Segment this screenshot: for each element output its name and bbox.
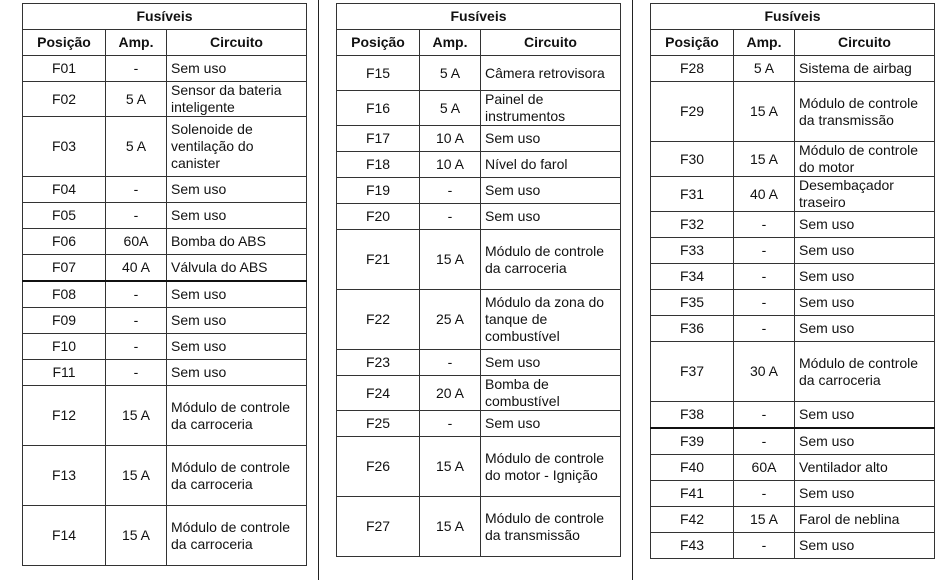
fuse-position-cell: F06 <box>23 229 106 255</box>
circuit-cell: Bomba de combustível <box>481 376 621 411</box>
circuit-cell: Sem uso <box>481 411 621 437</box>
fuse-position-cell: F09 <box>23 308 106 334</box>
table-row <box>23 203 307 229</box>
fuse-position-cell: F03 <box>23 117 106 177</box>
table-row <box>337 411 621 437</box>
circuit-cell: Painel de instrumentos <box>481 91 621 126</box>
circuit-cell: Sem uso <box>481 126 621 152</box>
amperage-cell: - <box>734 533 795 559</box>
amperage-cell: 15 A <box>106 386 167 446</box>
table-row <box>23 56 307 82</box>
table-row <box>23 360 307 386</box>
fuse-position-cell: F28 <box>651 56 734 82</box>
circuit-cell: Sem uso <box>795 264 935 290</box>
amperage-cell: 15 A <box>734 142 795 177</box>
circuit-cell: Sem uso <box>795 481 935 507</box>
table-row <box>651 142 935 177</box>
fuse-position-cell: F22 <box>337 290 420 350</box>
fuse-position-cell: F31 <box>651 177 734 212</box>
circuit-cell: Módulo de controle da carroceria <box>167 506 307 566</box>
amperage-cell: 30 A <box>734 342 795 402</box>
table-row <box>337 126 621 152</box>
table-row <box>651 342 935 402</box>
circuit-cell: Sem uso <box>167 281 307 308</box>
circuit-cell: Módulo de controle do motor <box>795 142 935 177</box>
fuse-position-cell: F29 <box>651 82 734 142</box>
circuit-cell: Sem uso <box>795 402 935 429</box>
fuse-position-cell: F18 <box>337 152 420 178</box>
amperage-cell: - <box>106 308 167 334</box>
amperage-cell: - <box>734 481 795 507</box>
fuse-position-cell: F01 <box>23 56 106 82</box>
table-row <box>651 481 935 507</box>
table-title: Fusíveis <box>23 4 307 30</box>
header-amperage: Amp. <box>106 30 167 56</box>
amperage-cell: 5 A <box>734 56 795 82</box>
fuse-position-cell: F15 <box>337 56 420 91</box>
circuit-cell: Sem uso <box>167 308 307 334</box>
fuse-position-cell: F24 <box>337 376 420 411</box>
amperage-cell: 5 A <box>106 117 167 177</box>
fuse-position-cell: F30 <box>651 142 734 177</box>
table-row <box>651 455 935 481</box>
amperage-cell: 15 A <box>734 507 795 533</box>
circuit-cell: Módulo de controle do motor - Ignição <box>481 437 621 497</box>
table-row <box>651 238 935 264</box>
fuse-position-cell: F27 <box>337 497 420 557</box>
circuit-cell: Farol de neblina <box>795 507 935 533</box>
fuse-position-cell: F16 <box>337 91 420 126</box>
fuse-position-cell: F02 <box>23 82 106 117</box>
fuse-position-cell: F12 <box>23 386 106 446</box>
fuse-position-cell: F32 <box>651 212 734 238</box>
table-row <box>23 82 307 117</box>
table-row <box>337 56 621 91</box>
table-row <box>651 177 935 212</box>
fuse-position-cell: F35 <box>651 290 734 316</box>
fuse-position-cell: F26 <box>337 437 420 497</box>
amperage-cell: 40 A <box>106 255 167 282</box>
amperage-cell: - <box>106 56 167 82</box>
fuse-position-cell: F14 <box>23 506 106 566</box>
fuse-position-cell: F11 <box>23 360 106 386</box>
amperage-cell: - <box>734 212 795 238</box>
amperage-cell: 15 A <box>106 506 167 566</box>
fuse-position-cell: F04 <box>23 177 106 203</box>
table-row <box>337 437 621 497</box>
amperage-cell: 15 A <box>420 230 481 290</box>
amperage-cell: - <box>420 204 481 230</box>
fuse-position-cell: F25 <box>337 411 420 437</box>
table-row <box>23 229 307 255</box>
amperage-cell: - <box>420 350 481 376</box>
fuse-position-cell: F20 <box>337 204 420 230</box>
amperage-cell: - <box>106 177 167 203</box>
header-circuit: Circuito <box>167 30 307 56</box>
column-separator-1 <box>318 0 319 580</box>
circuit-cell: Sem uso <box>795 212 935 238</box>
circuit-cell: Nível do farol <box>481 152 621 178</box>
amperage-cell: 5 A <box>420 91 481 126</box>
table-title: Fusíveis <box>337 4 621 30</box>
table-row <box>651 212 935 238</box>
circuit-cell: Desembaçador traseiro <box>795 177 935 212</box>
header-position: Posição <box>651 30 734 56</box>
amperage-cell: - <box>734 316 795 342</box>
table-row <box>337 204 621 230</box>
circuit-cell: Sem uso <box>795 316 935 342</box>
table-row <box>651 264 935 290</box>
table-row <box>337 178 621 204</box>
amperage-cell: 5 A <box>420 56 481 91</box>
circuit-cell: Sistema de airbag <box>795 56 935 82</box>
amperage-cell: 20 A <box>420 376 481 411</box>
table-row <box>23 446 307 506</box>
amperage-cell: 60A <box>734 455 795 481</box>
amperage-cell: - <box>106 281 167 308</box>
circuit-cell: Câmera retrovisora <box>481 56 621 91</box>
circuit-cell: Módulo de controle da transmissão <box>795 82 935 142</box>
fuse-table-2 <box>336 3 621 557</box>
header-circuit: Circuito <box>795 30 935 56</box>
amperage-cell: 60A <box>106 229 167 255</box>
fuse-position-cell: F39 <box>651 428 734 455</box>
table-row <box>651 428 935 455</box>
fuse-position-cell: F05 <box>23 203 106 229</box>
circuit-cell: Sem uso <box>167 203 307 229</box>
table-title: Fusíveis <box>651 4 935 30</box>
fuse-position-cell: F13 <box>23 446 106 506</box>
header-position: Posição <box>337 30 420 56</box>
fuse-position-cell: F36 <box>651 316 734 342</box>
fuse-table-1 <box>22 3 307 566</box>
amperage-cell: 10 A <box>420 126 481 152</box>
table-row <box>651 402 935 429</box>
circuit-cell: Módulo de controle da carroceria <box>481 230 621 290</box>
amperage-cell: 10 A <box>420 152 481 178</box>
amperage-cell: - <box>734 238 795 264</box>
table-row <box>651 316 935 342</box>
table-row <box>337 350 621 376</box>
table-row <box>23 117 307 177</box>
table-row <box>337 91 621 126</box>
table-row <box>337 497 621 557</box>
circuit-cell: Bomba do ABS <box>167 229 307 255</box>
circuit-cell: Sem uso <box>795 290 935 316</box>
table-row <box>23 386 307 446</box>
header-circuit: Circuito <box>481 30 621 56</box>
amperage-cell: 15 A <box>106 446 167 506</box>
amperage-cell: - <box>734 428 795 455</box>
amperage-cell: - <box>106 334 167 360</box>
circuit-cell: Módulo de controle da carroceria <box>167 446 307 506</box>
table-row <box>337 290 621 350</box>
circuit-cell: Sem uso <box>481 350 621 376</box>
amperage-cell: - <box>106 203 167 229</box>
fuse-position-cell: F19 <box>337 178 420 204</box>
fuse-position-cell: F21 <box>337 230 420 290</box>
fuse-position-cell: F33 <box>651 238 734 264</box>
table-row <box>651 507 935 533</box>
circuit-cell: Sem uso <box>167 360 307 386</box>
circuit-cell: Sem uso <box>167 334 307 360</box>
table-row <box>651 82 935 142</box>
circuit-cell: Sem uso <box>167 56 307 82</box>
fuse-table-3 <box>650 3 935 559</box>
amperage-cell: - <box>734 290 795 316</box>
table-row <box>337 230 621 290</box>
circuit-cell: Sem uso <box>795 428 935 455</box>
fuse-position-cell: F17 <box>337 126 420 152</box>
amperage-cell: - <box>106 360 167 386</box>
table-row <box>23 506 307 566</box>
amperage-cell: - <box>734 402 795 429</box>
table-row <box>23 281 307 308</box>
fuse-position-cell: F08 <box>23 281 106 308</box>
table-row <box>651 56 935 82</box>
amperage-cell: - <box>420 411 481 437</box>
circuit-cell: Módulo de controle da transmissão <box>481 497 621 557</box>
circuit-cell: Sem uso <box>795 238 935 264</box>
table-row <box>651 290 935 316</box>
fuse-position-cell: F42 <box>651 507 734 533</box>
fuse-position-cell: F10 <box>23 334 106 360</box>
table-row <box>23 334 307 360</box>
amperage-cell: 15 A <box>734 82 795 142</box>
column-separator-2 <box>632 0 633 580</box>
circuit-cell: Módulo da zona do tanque de combustível <box>481 290 621 350</box>
circuit-cell: Solenoide de ventilação do canister <box>167 117 307 177</box>
header-amperage: Amp. <box>734 30 795 56</box>
table-row <box>651 533 935 559</box>
fuse-position-cell: F43 <box>651 533 734 559</box>
fuse-position-cell: F40 <box>651 455 734 481</box>
amperage-cell: 25 A <box>420 290 481 350</box>
circuit-cell: Sem uso <box>481 178 621 204</box>
circuit-cell: Sem uso <box>167 177 307 203</box>
table-row <box>337 152 621 178</box>
circuit-cell: Válvula do ABS <box>167 255 307 282</box>
circuit-cell: Ventilador alto <box>795 455 935 481</box>
header-amperage: Amp. <box>420 30 481 56</box>
amperage-cell: 15 A <box>420 437 481 497</box>
header-position: Posição <box>23 30 106 56</box>
amperage-cell: 5 A <box>106 82 167 117</box>
fuse-position-cell: F07 <box>23 255 106 282</box>
circuit-cell: Módulo de controle da carroceria <box>167 386 307 446</box>
circuit-cell: Sensor da bateria inteligente <box>167 82 307 117</box>
amperage-cell: 40 A <box>734 177 795 212</box>
table-row <box>337 376 621 411</box>
table-row <box>23 255 307 282</box>
table-row <box>23 177 307 203</box>
fuse-position-cell: F37 <box>651 342 734 402</box>
fuse-position-cell: F41 <box>651 481 734 507</box>
table-row <box>23 308 307 334</box>
fuse-position-cell: F34 <box>651 264 734 290</box>
fuse-position-cell: F38 <box>651 402 734 429</box>
circuit-cell: Módulo de controle da carroceria <box>795 342 935 402</box>
amperage-cell: - <box>734 264 795 290</box>
circuit-cell: Sem uso <box>795 533 935 559</box>
amperage-cell: 15 A <box>420 497 481 557</box>
fuse-position-cell: F23 <box>337 350 420 376</box>
amperage-cell: - <box>420 178 481 204</box>
circuit-cell: Sem uso <box>481 204 621 230</box>
